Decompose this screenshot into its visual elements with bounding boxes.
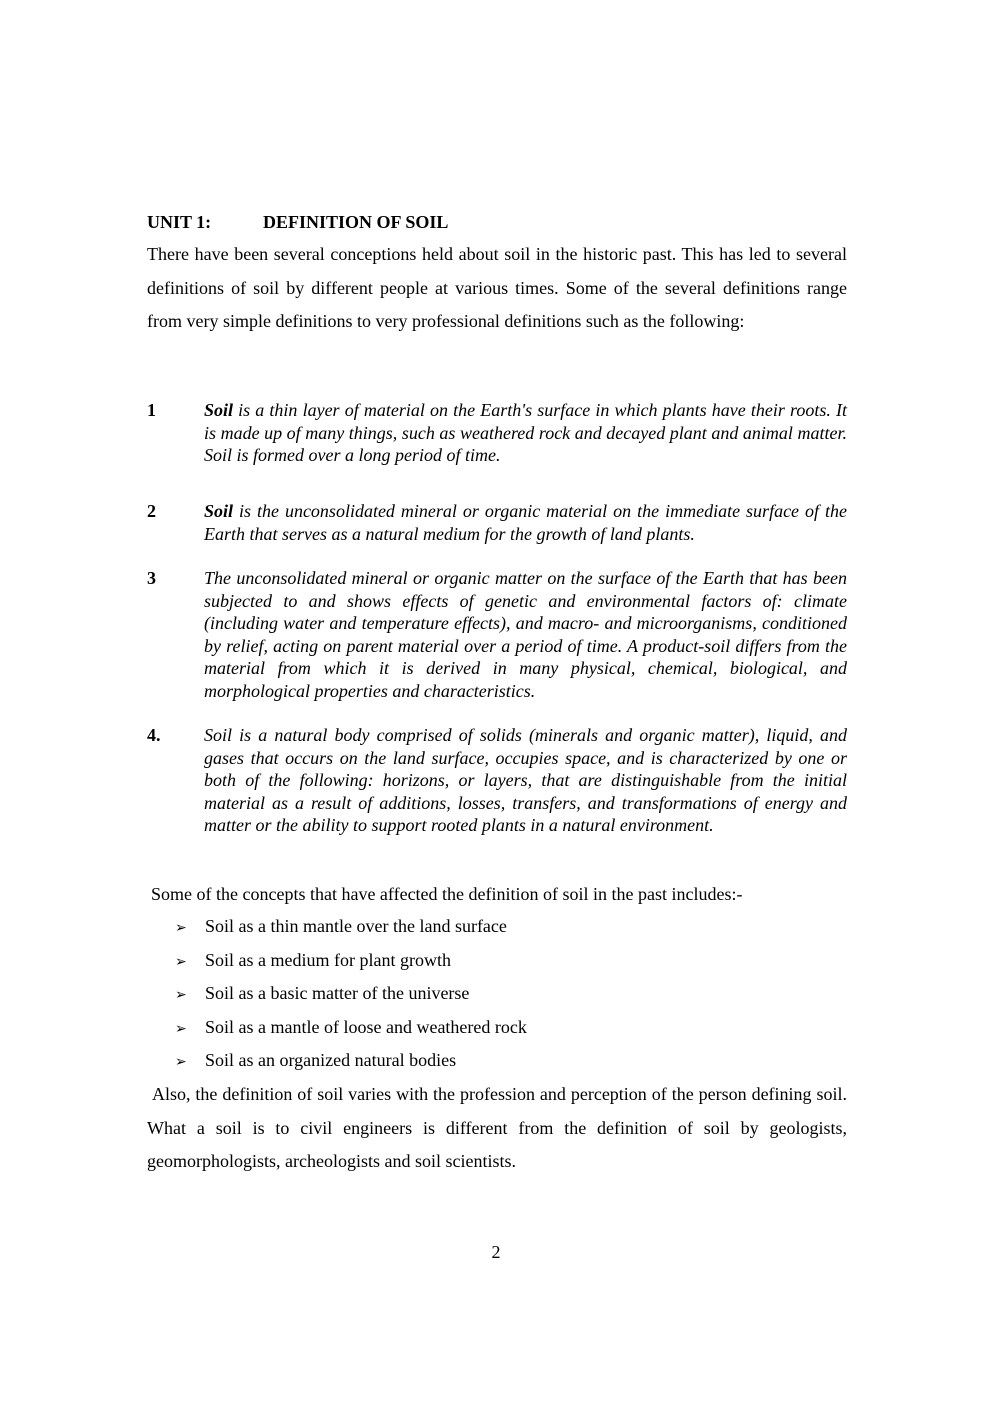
definition-item (147, 567, 847, 703)
page-number: 2 (491, 1242, 501, 1262)
arrowhead-bullet-icon: ➢ (175, 1054, 187, 1071)
definition-item (147, 500, 847, 545)
arrowhead-bullet-icon: ➢ (175, 920, 187, 936)
list-item: ➢ Soil as an organized natural bodies (175, 1048, 527, 1082)
definition-item (147, 724, 847, 837)
definition-lead: Soil (204, 400, 234, 420)
closing-paragraph: Also, the definition of soil varies with the profession and perception of the person defining soil. What a soil is to civil engineers is different from the definition of soil by geologists, geomorphologists, archeologists and soil scientists. (147, 1084, 848, 1171)
definition-number: 4. (147, 725, 161, 745)
unit-title: DEFINITION OF SOIL (263, 212, 449, 232)
list-item: ➢ Soil as a thin mantle over the land surface (175, 914, 527, 948)
list-item: ➢ Soil as a mantle of loose and weathered rock (175, 1015, 527, 1049)
definition-text: Soil is the unconsolidated mineral or organic material on the immediate surface of the Earth that serves as a natural medium for the growth of land plants. (204, 501, 847, 544)
definition-text: The unconsolidated mineral or organic matter on the surface of the Earth that has been subjected to and shows effects of genetic and environmental factors of: climate (including water and temperature effects), and macro- and microorganisms, conditioned by relief, acting on parent material over a period of time. A product-soil differs from the material from which it is derived in many physical, chemical, biological, and morphological properties and characteristics. (204, 568, 847, 701)
definition-text: Soil is a natural body comprised of solids (minerals and organic matter), liquid, and gases that occurs on the land surface, occupies space, and is characterized by one or both of the following: horizons, or layers, that are distinguishable from the initial material as a result of additions, losses, transfers, and transformations of energy and matter or the ability to support rooted plants in a natural environment. (204, 725, 847, 836)
unit-label: UNIT 1: (147, 212, 212, 232)
definition-lead: Soil (204, 501, 234, 521)
definition-number: 3 (147, 568, 156, 588)
list-item: ➢ Soil as a medium for plant growth (175, 948, 527, 982)
concepts-list (175, 914, 527, 1082)
arrowhead-bullet-icon: ➢ (175, 987, 187, 1004)
intro-paragraph: There have been several conceptions held about soil in the historic past. This has led to several definitions of soil by different people at various times. Some of the several definitions range from very simple definitions to very professional definitions such as the following: (147, 244, 847, 331)
arrowhead-bullet-icon: ➢ (175, 953, 187, 970)
definition-item (147, 399, 847, 467)
definition-text: Soil is a thin layer of material on the Earth's surface in which plants have their roots. It is made up of many things, such as weathered rock and decayed plant and animal matter. Soil is formed over a long period of time. (204, 400, 847, 466)
definition-number: 1 (147, 400, 156, 420)
arrowhead-bullet-icon: ➢ (175, 1020, 187, 1037)
concepts-intro: Some of the concepts that have affected the definition of soil in the past includes:- (151, 884, 743, 904)
definition-number: 2 (147, 501, 156, 521)
list-item: ➢ Soil as a basic matter of the universe (175, 981, 527, 1015)
unit-heading (147, 210, 448, 234)
